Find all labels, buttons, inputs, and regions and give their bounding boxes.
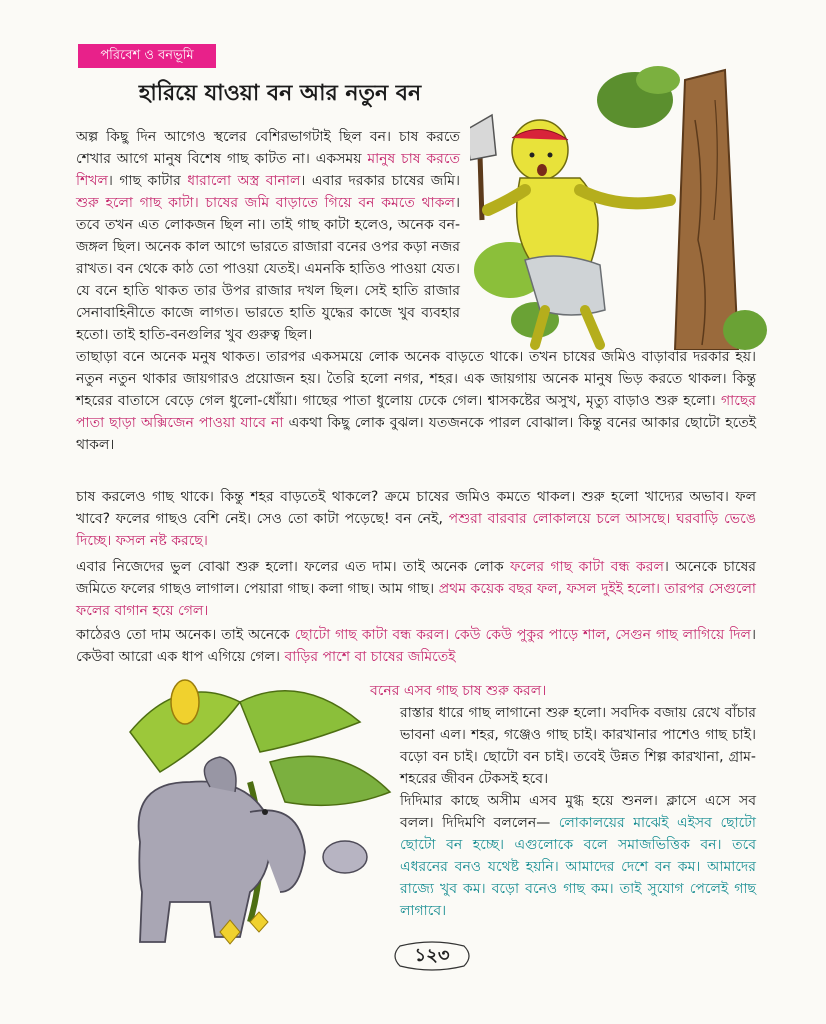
elephant-illustration: [100, 662, 400, 962]
page-number: ১২৩: [414, 945, 450, 966]
body-text: অল্প কিছু দিন আগেও স্থলের বেশিরভাগটাই ছিল বন। চাষ করতে শেখার আগে মানুষ বিশেষ গাছ কাটত না। একসময়: [76, 129, 460, 167]
highlight-text: । কেউ কেউ পুকুর পাড়ে শাল, সেগুন গাছ লাগিয়ে দিল: [444, 627, 751, 643]
highlight-text: পশুরা বারবার লোকালয়ে চলে আসছে। ঘরবাড়ি ভেঙে দিচ্ছে। ফসল নষ্ট করছে।: [76, 511, 757, 549]
teal-text: লোকালয়ের মাঝেই এইসব ছোটো ছোটো বন হচ্ছে। এগুলোকে বলে সমাজভিত্তিক বন। তবে এধরনের বনও যথেষ্ট হয়নি। আমাদের দেশে বন কম। আমাদের রাজ্যে খুব কম। বড়ো বনেও গাছ কম। তাই সুযোগ পেলেই গাছ লাগাবে।: [400, 815, 756, 919]
paragraph-5-continued: [370, 680, 754, 702]
highlight-text: বাড়ির পাশে বা চাষের জমিতেই: [284, 649, 456, 665]
highlight-text: । চাষের জমি বাড়াতে গিয়ে বন কমতে থাকল: [193, 195, 455, 211]
body-text: চাষ করলেও গাছ থাকে। কিন্তু শহর বাড়তেই থাকলে? ক্রমে চাষের জমিও কমতে থাকল। শুরু হলো খাদ্যের অভাব। ফল খাবে? ফলের গাছও বেশি নেই। সেও তো কাটা পড়েছে! বন নেই,: [76, 489, 756, 527]
paragraph-6: [400, 702, 756, 790]
highlight-text: ধারালো অস্ত্র বানাল: [187, 173, 301, 189]
body-text: । এবার দরকার চাষের জমি।: [300, 173, 461, 189]
paragraph-7: [400, 790, 756, 922]
body-text: তাছাড়া বনে অনেক মনুষ থাকত। তারপর একসময়ে লোক অনেক বাড়তে থাকে। তখন চাষের জমিও বাড়াবার দরকার হয়। নতুন নতুন থাকার জায়গারও প্রয়োজন হয়। তৈরি হলো নগর, শহর। এক জায়গায় অনেক মানুষ ভিড় করতে থাকল। কিন্তু শহরের বাতাসে বেড়ে গেল ধুলো-ধোঁয়া। গাছের পাতা ধুলোয় ঢেকে গেল। শ্বাসকষ্টের অসুখ, মৃত্যু বাড়াও শুরু হলো।: [76, 349, 756, 409]
highlight-text: প্রথম কয়েক বছর ফল, ফসল দুইই হলো। তারপর সেগুলো ফলের বাগান হয়ে গেল।: [76, 581, 756, 619]
highlight-text: মানুষ চাষ করতে শিখল: [76, 151, 460, 189]
paragraph-4: [76, 556, 756, 622]
body-text: রাস্তার ধারে গাছ লাগানো শুরু হলো। সবদিক বজায় রেখে বাঁচার ভাবনা এল। শহর, গঞ্জেও গাছ চাই। কারখানার পাশেও গাছ চাই। বড়ো বন চাই। ছোটো বন চাই। তবেই উন্নত শিল্প কারখানা, গ্রাম-শহরের জীবন টেকসই হবে।: [400, 705, 756, 787]
highlight-text: বনের এসব গাছ চাষ শুরু করল।: [370, 683, 547, 699]
body-text: । গাছ কাটার: [107, 173, 188, 189]
body-text: । কেউবা আরো এক ধাপ এগিয়ে গেল।: [76, 627, 757, 665]
body-text: এবার নিজেদের ভুল বোঝা শুরু হলো। ফলের এত দাম। তাই অনেক লোক: [76, 559, 511, 575]
highlight-text: গাছের পাতা ছাড়া অক্সিজেন পাওয়া যাবে না: [76, 393, 756, 431]
page-title: হারিয়ে যাওয়া বন আর নতুন বন: [138, 81, 422, 106]
body-text: একথা কিছু লোক বুঝল। যতজনকে পারল বোঝাল। কিন্তু বনের আকার ছোটো হতেই থাকল।: [76, 415, 756, 453]
highlight-text: ফলের গাছ কাটা বন্ধ করল: [510, 559, 664, 575]
highlight-text: ছোটো গাছ কাটা বন্ধ করল: [294, 627, 445, 643]
body-text: । তবে তখন এত লোকজন ছিল না। তাই গাছ কাটা হলেও, অনেক বন-জঙ্গল ছিল। অনেক কাল আগে ভারতে রাজারা বনের ওপর কড়া নজর রাখত। বন থেকে কাঠ তো পাওয়া যেতই। এমনকি হাতিও পাওয়া যেত। যে বনে হাতি থাকত তার উপর রাজার দখল ছিল। সেই হাতি রাজার সেনাবাহিনীতে কাজে লাগত। ভারতে হাতি যুদ্ধের কাজে খুব ব্যবহার হতো। তাই হাতি-বনগুলির খুব গুরুত্ব ছিল।: [76, 195, 460, 343]
paragraph-2: [76, 346, 756, 456]
body-text: । অনেকে চাষের জমিতে ফলের গাছও লাগাল। পেয়ারা গাছ। কলা গাছ। আম গাছ।: [76, 559, 756, 597]
paragraph-1: [76, 126, 460, 346]
woodcutter-illustration: [470, 60, 770, 350]
page-number-badge: [392, 940, 472, 972]
body-text: কাঠেরও তো দাম অনেক। তাই অনেকে: [76, 627, 295, 643]
section-tag: পরিবেশ ও বনভূমি: [78, 44, 216, 68]
body-text: দিদিমার কাছে অসীম এসব মুগ্ধ হয়ে শুনল। ক্লাসে এসে সব বলল। দিদিমণি বললেন—: [400, 793, 756, 831]
highlight-text: শুরু হলো গাছ কাটা: [76, 195, 194, 211]
paragraph-3: [76, 486, 756, 552]
